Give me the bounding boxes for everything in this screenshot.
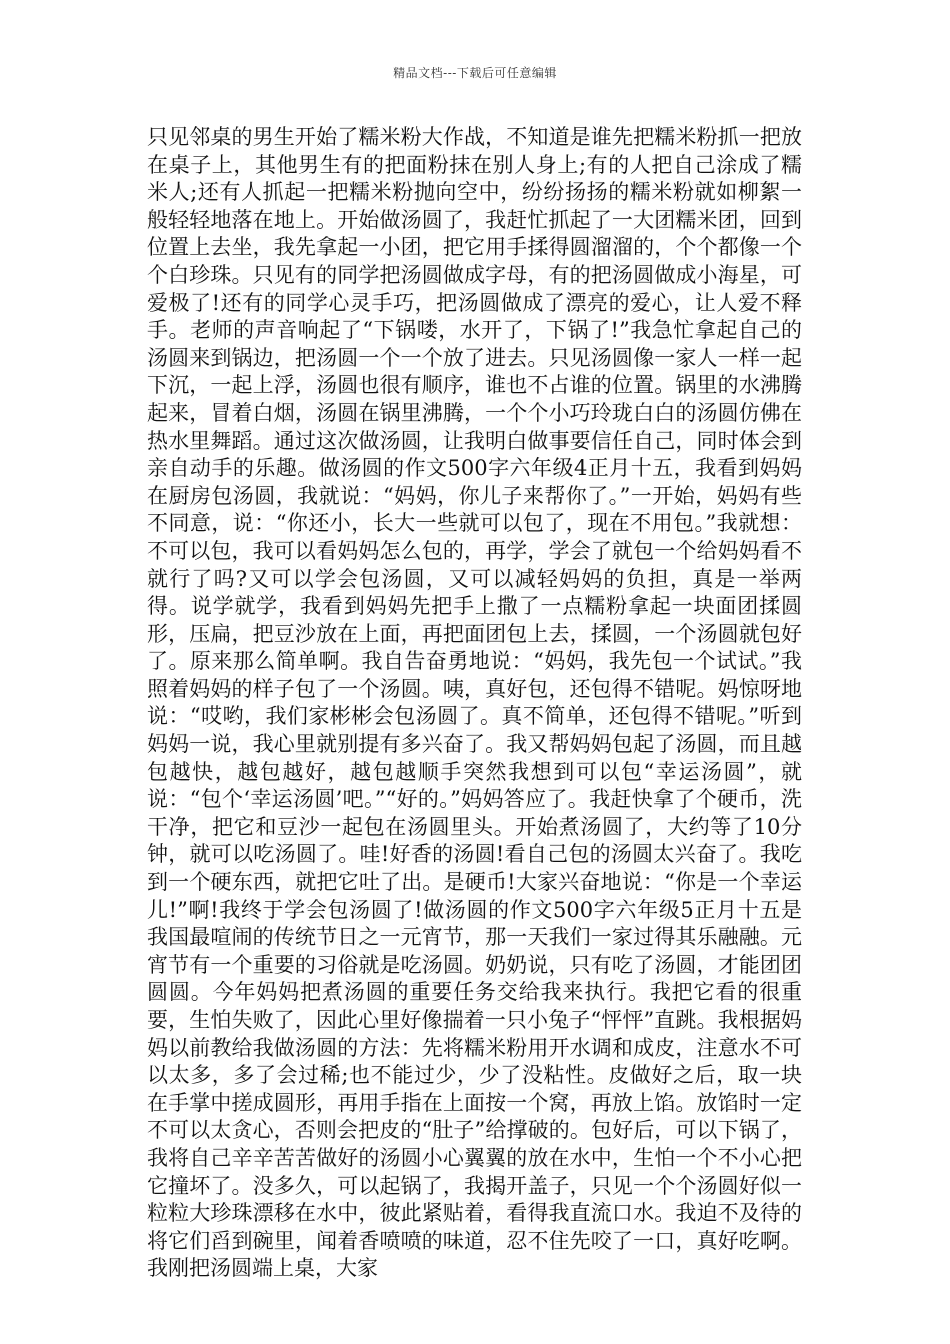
page-header: 精品文档---下载后可任意编辑 (393, 66, 557, 80)
article-body: 只见邻桌的男生开始了糯米粉大作战，不知道是谁先把糯米粉抓一把放在桌子上，其他男生有的把面粉抹在别人身上;有的人把自己涂成了糯米人;还有人抓起一把糯米粉抛向空中，纷纷扬扬的糯米粉就如柳絮一般轻轻地落在地上。开始做汤圆了，我赶忙抓起了一大团糯米团，回到位置上去坐，我先拿起一小团，把它用手揉得圆溜溜的，个个都像一个个白珍珠。只见有的同学把汤圆做成字母，有的把汤圆做成小海星，可爱极了!还有的同学心灵手巧，把汤圆做成了漂亮的爱心，让人爱不释手。老师的声音响起了“下锅喽，水开了，下锅了!”我急忙拿起自己的汤圆来到锅边，把汤圆一个一个放了进去。只见汤圆像一家人一样一起下沉，一起上浮，汤圆也很有顺序，谁也不占谁的位置。锅里的水沸腾起来，冒着白烟，汤圆在锅里沸腾，一个个小巧玲珑白白的汤圆仿佛在热水里舞蹈。通过这次做汤圆，让我明白做事要信任自己，同时体会到亲自动手的乐趣。做汤圆的作文500字六年级4正月十五，我看到妈妈在厨房包汤圆，我就说：“妈妈，你儿子来帮你了。”一开始，妈妈有些不同意，说：“你还小，长大一些就可以包了，现在不用包。”我就想：不可以包，我可以看妈妈怎么包的，再学，学会了就包一个给妈妈看不就行了吗?又可以学会包汤圆，又可以减轻妈妈的负担，真是一举两得。说学就学，我看到妈妈先把手上撒了一点糯粉拿起一块面团揉圆形，压扁，把豆沙放在上面，再把面团包上去，揉圆，一个汤圆就包好了。原来那么简单啊。我自告奋勇地说：“妈妈，我先包一个试试。”我照着妈妈的样子包了一个汤圆。咦，真好包，还包得不错呢。妈惊呀地说：“哎哟，我们家彬彬会包汤圆了。真不简单，还包得不错呢。”听到妈妈一说，我心里就别提有多兴奋了。我又帮妈妈包起了汤圆，而且越包越快，越包越好，越包越顺手突然我想到可以包“幸运汤圆”，就说：“包个‘幸运汤圆’吧。”“好的。”妈妈答应了。我赶快拿了个硬币，洗干净，把它和豆沙一起包在汤圆里头。开始煮汤圆了，大约等了10分钟，就可以吃汤圆了。哇!好香的汤圆!看自己包的汤圆太兴奋了。我吃到一个硬东西，就把它吐了出。是硬币!大家兴奋地说：“你是一个幸运儿!”啊!我终于学会包汤圆了!做汤圆的作文500字六年级5正月十五是我国最喧闹的传统节日之一元宵节，那一天我们一家过得其乐融融。元宵节有一个重要的习俗就是吃汤圆。奶奶说，只有吃了汤圆，才能团团圆圆。今年妈妈把煮汤圆的重要任务交给我来执行。我把它看的很重要，生怕失败了，因此心里好像揣着一只小兔子“怦怦”直跳。我根据妈妈以前教给我做汤圆的方法：先将糯米粉用开水调和成皮，注意水不可以太多，多了会过稀;也不能过少，少了没粘性。皮做好之后，取一块在手掌中搓成圆形，再用手指在上面按一个窝，再放上馅。放馅时一定不可以太贪心，否则会把皮的“肚子”给撑破的。包好后，可以下锅了，我将自己辛辛苦苦做好的汤圆小心翼翼的放在水中，生怕一个不小心把它撞坏了。没多久，可以起锅了，我揭开盖子，只见一个个汤圆好似一粒粒大珍珠漂移在水中，彼此紧贴着，看得我直流口水。我迫不及待的将它们舀到碗里，闻着香喷喷的味道，忍不住先咬了一口，真好吃啊。我刚把汤圆端上桌，大家 (147, 125, 802, 1281)
